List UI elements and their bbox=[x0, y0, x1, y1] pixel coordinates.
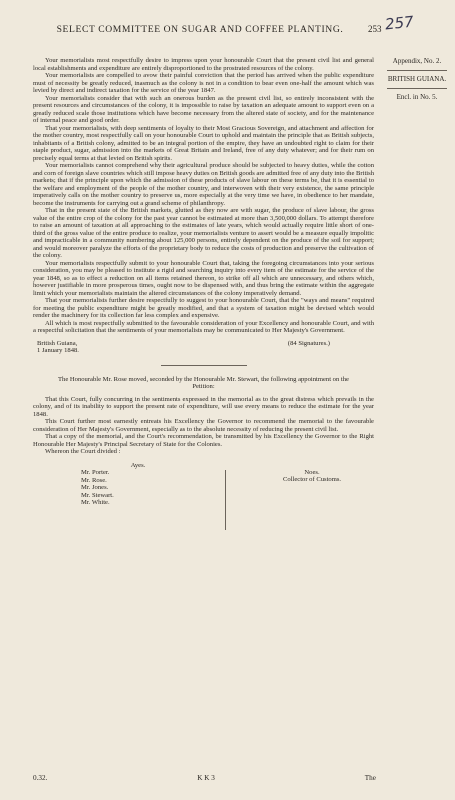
paragraph: Your memorialists respectfully submit to your honourable Court that, taking the foregoing circumstances into your serious consideration, you may be pleased to institute a rigid and searching inquiry into every item of the estimate for the service of the year 1848, so as to effect a reduction on all items retained thereon, to strike off all which are unnecessary, and others which, however justifiable in more prosperous times, ought now to be dispensed with, and thus bring the estimate within the aggregate limit which your memorialists maintain the altered circumstances of the colony imperatively demand. bbox=[33, 259, 374, 297]
margin-rule bbox=[387, 88, 447, 89]
paragraph: That your memorialists further desire respectfully to suggest to your honourable Court, that the "ways and means" required for meeting the public expenditure might be greatly modified, and that a system of taxation might be devised which would render the machinery for its collection far less complex and expensive. bbox=[33, 297, 374, 319]
division-intro: Whereon the Court divided : bbox=[45, 448, 121, 455]
resolution: That this Court, fully concurring in the sentiments expressed in the memorial as to the great distress which prevails in the colony, and of its inability to support the present rate of expenditure, will use every means to reduce the estimate for the year 1848. bbox=[33, 395, 374, 418]
margin-appendix: Appendix, No. 2. bbox=[392, 57, 442, 65]
paragraph: Your memorialists are compelled to avow their painful conviction that the period has arrived when the public expenditure must of necessity be greatly reduced, inasmuch as the colony is not in a condition to bear even one-half the amount which was levied by direct and indirect taxation for the service of the year 1847. bbox=[33, 72, 374, 94]
paragraph: Your memorialists most respectfully desire to impress upon your honourable Court that the present civil list and general local establishments and expenditure are entirely disproportioned to the prostrated resources of the colony. bbox=[33, 57, 374, 72]
noe-name: Collector of Customs. bbox=[283, 476, 342, 483]
division-rule bbox=[225, 470, 226, 530]
aye-name: Mr. Jones. bbox=[81, 484, 109, 491]
paragraph: All which is most respectfully submitted to the favourable consideration of your Excellency and honourable Court, and with a respectful solicitation that the sentiments of your memorialists may be communicated to Her Majesty's Government. bbox=[33, 319, 374, 334]
page-header-title: SELECT COMMITTEE ON SUGAR AND COFFEE PLANTING. bbox=[56, 24, 344, 35]
page-footer bbox=[33, 774, 376, 782]
ayes-label: Ayes. bbox=[130, 461, 146, 469]
section-divider bbox=[161, 365, 247, 366]
page-number: 253 bbox=[368, 24, 382, 34]
resolution: That a copy of the memorial, and the Court's recommendation, be transmitted by his Excellency the Governor to the Right Honourable Her Majesty's Principal Secretary of State for the Colonies. bbox=[33, 433, 374, 448]
footer-left: 0.32. bbox=[33, 774, 48, 782]
aye-name: Mr. Stewart. bbox=[81, 491, 114, 499]
place: British Guiana, bbox=[37, 339, 78, 347]
resolution: This Court further most earnestly entreats his Excellency the Governor to recommend the memorial to the favourable consideration of Her Majesty's Government, especially as to the absolute necessity of reducing the present civil list. bbox=[33, 418, 374, 433]
ayes-column bbox=[33, 462, 203, 532]
footer-signature-mark: K K 3 bbox=[197, 774, 215, 782]
motion-text: The Honourable Mr. Rose moved, seconded by the Honourable Mr. Stewart, the following appointment on the Petition: bbox=[58, 375, 349, 390]
date: 1 January 1848. bbox=[37, 347, 79, 354]
noes-column bbox=[283, 469, 341, 484]
footer-catchword: The bbox=[364, 774, 376, 782]
margin-note bbox=[381, 57, 453, 102]
noes-label: Noes. bbox=[304, 468, 320, 476]
margin-colony: BRITISH GUIANA. bbox=[387, 75, 447, 83]
handwritten-folio-number: 257 bbox=[384, 12, 415, 34]
signature-block bbox=[33, 340, 374, 355]
margin-rule bbox=[387, 70, 447, 71]
paragraph: That your memorialists, with deep sentiments of loyalty to their Most Gracious Sovereign, and attachment and affection for the mother country, most respectfully call on your honourable Court to uphold and maintain the principle that as British subjects, inhabitants of a British colony, admitted to be an integral portion of the empire, they have an undoubted right to claim for their staple product, sugar, admission into the markets of Great Britain and Ireland, free of any duty whatever; and for their rum on precisely equal terms at that levied on British spirits. bbox=[33, 124, 374, 162]
aye-name: Mr. Porter. bbox=[81, 469, 110, 476]
division-list bbox=[33, 462, 374, 532]
aye-name: Mr. White. bbox=[81, 499, 110, 506]
margin-enclosure: Encl. in No. 5. bbox=[396, 93, 438, 101]
document-body bbox=[33, 57, 374, 532]
paragraph: Your memorialists cannot comprehend why their agricultural produce should be subjected to heavy duties, while the cotton and corn of foreign slave countries which still impose heavy duties on British goods are admitted free of any duty into the British markets; that if the principle upon which the admission of these products of slave labour on these terms be, that it is essential to the welfare and employment of the people of the mother country, and interwoven with their very existence, the same principle imperatively calls on the mother country to preserve us, more especially at the very time we have, in obedience to her mandate, become the instruments for carrying out a grand scheme of philanthropy. bbox=[33, 162, 374, 207]
paragraph: That in the present state of the British markets, glutted as they now are with sugar, the produce of slave labour, the gross value of the entire crop of the colony for the past year cannot be estimated at more than 3,500,000 dollars. To attempt therefore to raise an amount of taxation at all approaching to the estimates of late years, which would actually require little short of one-third of the gross value of the entire produce to realize, your memorialists venture to assert would be a measure equally impolitic and impracticable in a community numbering about 125,000 persons, entirely dependent on the produce of the soil for support; and would moreover paralyze the efforts of the proprietary body to reduce the costs of production and preserve the cultivation of the colony. bbox=[33, 207, 374, 259]
signature-count: (84 Signatures.) bbox=[287, 339, 330, 347]
paragraph: Your memorialists consider that with such an onerous burden as the present civil list, so entirely inconsistent with the present resources and circumstances of the colony, it is impossible to raise by taxation an adequate amount to support even on a greatly reduced scale those institutions which have become necessary from the altered state of society, and for the maintenance of internal peace and good order. bbox=[33, 94, 374, 124]
aye-name: Mr. Rose. bbox=[81, 476, 107, 484]
